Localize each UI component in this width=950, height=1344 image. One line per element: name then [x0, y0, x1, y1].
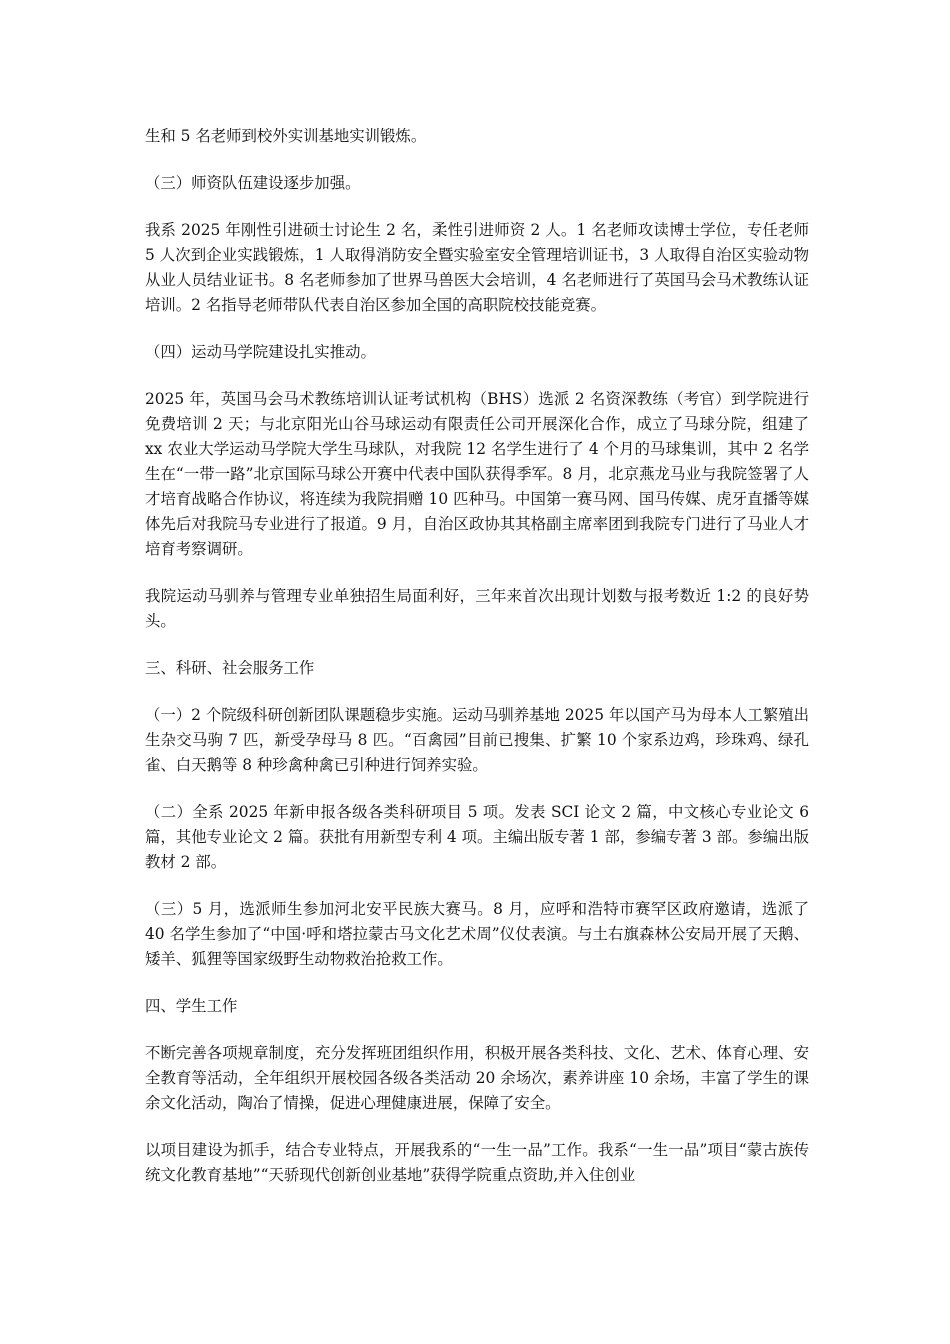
- paragraph: 生和 5 名老师到校外实训基地实训锻炼。: [145, 127, 427, 145]
- paragraph: 我系 2025 年刚性引进硕士讨论生 2 名，柔性引进师资 2 人。1 名老师攻读博士学位，专任老师 5 人次到企业实践锻炼，1 人取得消防安全暨实验室安全管理培训证书，3 人取得自治区实验动物从业人员结业证书。8 名老师参加了世界马兽医大会培训，4 名老师进行了英国马会马术教练认证培训。2 名指导老师带队代表自治区参加全国的高职院校技能竞赛。: [145, 221, 809, 314]
- paragraph: 以项目建设为抓手，结合专业特点，开展我系的“一生一品”工作。我系“一生一品”项目“蒙古族传统文化教育基地”“天骄现代创新创业基地”获得学院重点资助,并入住创业: [145, 1141, 809, 1184]
- paragraph: 2025 年，英国马会马术教练培训认证考试机构（BHS）选派 2 名资深教练（考官）到学院进行免费培训 2 天；与北京阳光山谷马球运动有限责任公司开展深化合作，成立了马球分院，组建了 xx 农业大学运动马学院大学生马球队，对我院 12 名学生进行了 4 个月的马球集训，其中 2 名学生在“一带一路”北京国际马球公开赛中代表中国队获得季军。8 月，北京燕龙马业与我院签署了人才培育战略合作协议，将连续为我院捐赠 10 匹种马。中国第一赛马网、国马传媒、虎牙直播等媒体先后对我院马专业进行了报道。9 月，自治区政协其其格副主席率团到我院专门进行了马业人才培育考察调研。: [145, 390, 809, 558]
- paragraph: （三）5 月，选派师生参加河北安平民族大赛马。8 月，应呼和浩特市赛罕区政府邀请，选派了 40 名学生参加了“中国·呼和塔拉蒙古马文化艺术周”仪仗表演。与土右旗森林公安局开展了天鹅、矮羊、狐狸等国家级野生动物救治抢救工作。: [145, 900, 809, 968]
- document-body: [145, 124, 809, 1210]
- paragraph: 不断完善各项规章制度，充分发挥班团组织作用，积极开展各类科技、文化、艺术、体育心理、安全教育等活动，全年组织开展校园各级各类活动 20 余场次，素养讲座 10 余场，丰富了学生的课余文化活动，陶冶了情操，促进心理健康进展，保障了安全。: [145, 1044, 809, 1112]
- section-heading: 三、科研、社会服务工作: [145, 659, 315, 677]
- paragraph: （一）2 个院级科研创新团队课题稳步实施。运动马驯养基地 2025 年以国产马为母本人工繁殖出生杂交马驹 7 匹，新受孕母马 8 匹。“百禽园”目前已搜集、扩繁 10 个家系边鸡，珍珠鸡、绿孔雀、白天鹅等 8 种珍禽种禽已引种进行饲养实验。: [145, 706, 809, 774]
- paragraph: （二）全系 2025 年新申报各级各类科研项目 5 项。发表 SCI 论文 2 篇，中文核心专业论文 6 篇，其他专业论文 2 篇。获批有用新型专利 4 项。主编出版专著 1 部，参编专著 3 部。参编出版教材 2 部。: [145, 803, 809, 871]
- section-heading: （四）运动马学院建设扎实推动。: [145, 343, 376, 361]
- paragraph: 我院运动马驯养与管理专业单独招生局面利好，三年来首次出现计划数与报考数近 1:2 的良好势头。: [145, 587, 809, 630]
- section-heading: （三）师资队伍建设逐步加强。: [145, 174, 361, 192]
- section-heading: 四、学生工作: [145, 997, 238, 1015]
